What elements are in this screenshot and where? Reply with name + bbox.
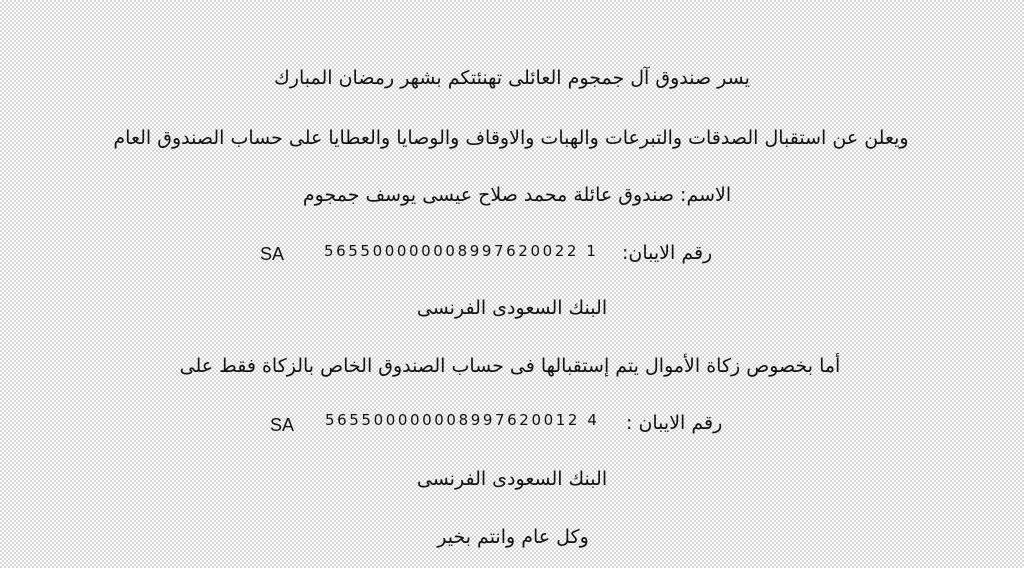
account-name-line: الاسم: صندوق عائلة محمد صلاح عيسى يوسف جمجوم (302, 184, 732, 206)
zakat-bank-name: البنك السعودى الفرنسى (416, 468, 608, 490)
general-bank-name: البنك السعودى الفرنسى (416, 297, 608, 319)
general-iban-number: 565500000008997620022 1 (324, 242, 599, 260)
general-iban-label: رقم الايبان: (622, 242, 713, 264)
zakat-iban-number: 565500000008997620012 4 (325, 411, 600, 429)
zakat-iban-label: رقم الايبان : (626, 412, 723, 434)
closing-line: وكل عام وانتم بخير (437, 526, 589, 548)
general-fund-intro: ويعلن عن استقبال الصدقات والتبرعات والهبات والاوقاف والوصايا والعطايا على حساب الصندوق العام (113, 127, 909, 149)
zakat-fund-intro: أما بخصوص زكاة الأموال يتم إستقبالها فى حساب الصندوق الخاص بالزكاة فقط على (179, 355, 841, 377)
greeting-line: يسر صندوق آل جمجوم العائلى تهنئتكم بشهر رمضان المبارك (274, 67, 750, 89)
zakat-iban-prefix: SA (270, 415, 295, 435)
general-iban-prefix: SA (260, 244, 285, 264)
